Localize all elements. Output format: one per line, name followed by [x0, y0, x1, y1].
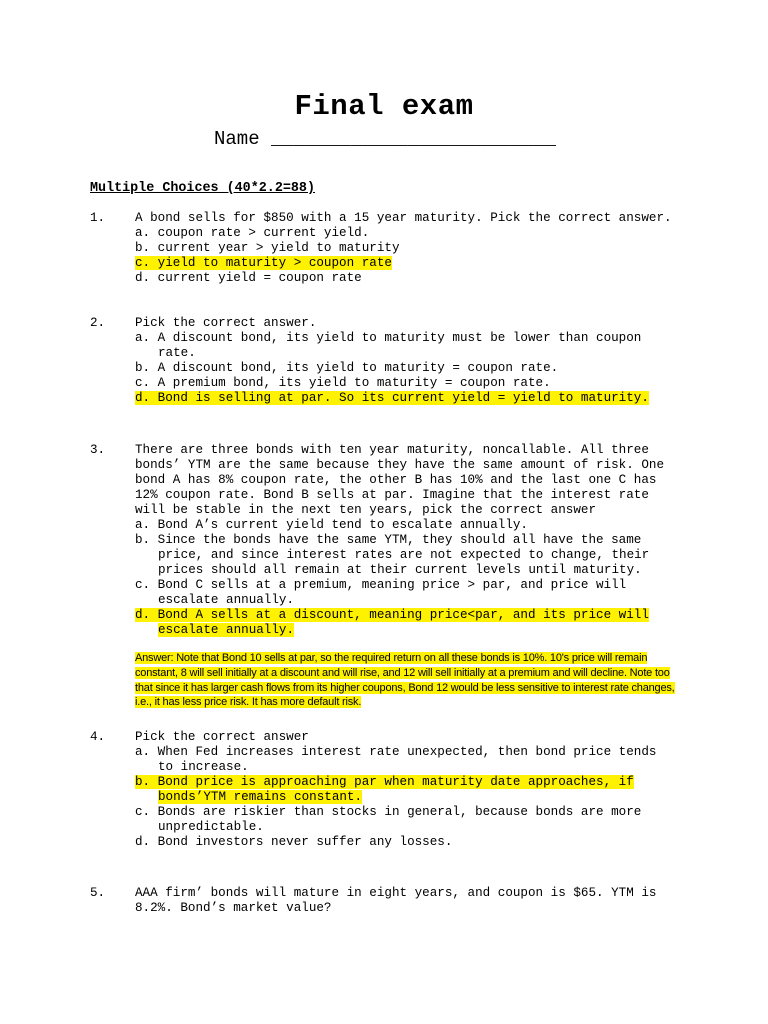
option-d: d. current yield = coupon rate — [135, 271, 362, 285]
option-c: c. Bonds are riskier than stocks in general, because bonds are more unpredictable. — [135, 805, 642, 834]
option-a: a. Bond A’s current yield tend to escalate annually. — [135, 518, 528, 532]
option-d: d. Bond investors never suffer any losses. — [135, 835, 453, 849]
question-number: 1. — [90, 211, 106, 225]
question-stem: Pick the correct answer. — [135, 316, 317, 330]
answer-note: Answer: Note that Bond 10 sells at par, so the required return on all these bonds is 10%. 10's price will remain constant, 8 will sell initially at a discount and will rise, and 12 will sell initially at a premium and will decline. Note too that since it has larger cash flows from its higher coupons, Bond 12 would be less sensitive to interest rate changes, i.e., it has less price risk. It has more default risk. — [135, 652, 675, 709]
option-b: b. current year > yield to maturity — [135, 241, 400, 255]
section-heading: Multiple Choices (40*2.2=88) — [90, 181, 315, 196]
question-body — [135, 211, 675, 286]
question-number: 4. — [90, 730, 106, 744]
option-c-highlighted: c. yield to maturity > coupon rate — [135, 256, 392, 270]
question-body — [135, 730, 675, 850]
option-a: a. A discount bond, its yield to maturity must be lower than coupon rate. — [135, 331, 642, 360]
page-title: Final exam — [294, 90, 474, 123]
name-field-line: Name _________________________ — [214, 128, 557, 150]
question-stem: Pick the correct answer — [135, 730, 309, 744]
option-c: c. A premium bond, its yield to maturity = coupon rate. — [135, 376, 551, 390]
question-body — [135, 886, 675, 916]
question-number: 3. — [90, 443, 106, 457]
question-number: 5. — [90, 886, 106, 900]
option-b-highlighted: b. Bond price is approaching par when maturity date approaches, if bonds’YTM remains constant. — [135, 775, 634, 804]
question-stem: A bond sells for $850 with a 15 year maturity. Pick the correct answer. — [135, 211, 672, 225]
question-stem: AAA firm’ bonds will mature in eight years, and coupon is $65. YTM is 8.2%. Bond’s market value? — [135, 886, 657, 915]
option-a: a. coupon rate > current yield. — [135, 226, 370, 240]
option-d-highlighted: d. Bond A sells at a discount, meaning price<par, and its price will escalate annually. — [135, 608, 649, 637]
question-body — [135, 443, 675, 638]
option-b: b. A discount bond, its yield to maturity = coupon rate. — [135, 361, 559, 375]
option-b: b. Since the bonds have the same YTM, they should all have the same price, and since interest rates are not expected to change, their prices should all remain at their current levels until maturity. — [135, 533, 650, 577]
option-a: a. When Fed increases interest rate unexpected, then bond price tends to increase. — [135, 745, 657, 774]
option-d-highlighted: d. Bond is selling at par. So its current yield = yield to maturity. — [135, 391, 649, 405]
question-stem: There are three bonds with ten year maturity, noncallable. All three bonds’ YTM are the same because they have the same amount of risk. One bond A has 8% coupon rate, the other B has 10% and the last one C has 12% coupon rate. Bond B sells at par. Imagine that the interest rate will be stable in the next ten years, pick the correct answer — [135, 443, 665, 517]
option-c: c. Bond C sells at a premium, meaning price > par, and price will escalate annually. — [135, 578, 627, 607]
question-body — [135, 316, 675, 406]
question-number: 2. — [90, 316, 106, 330]
